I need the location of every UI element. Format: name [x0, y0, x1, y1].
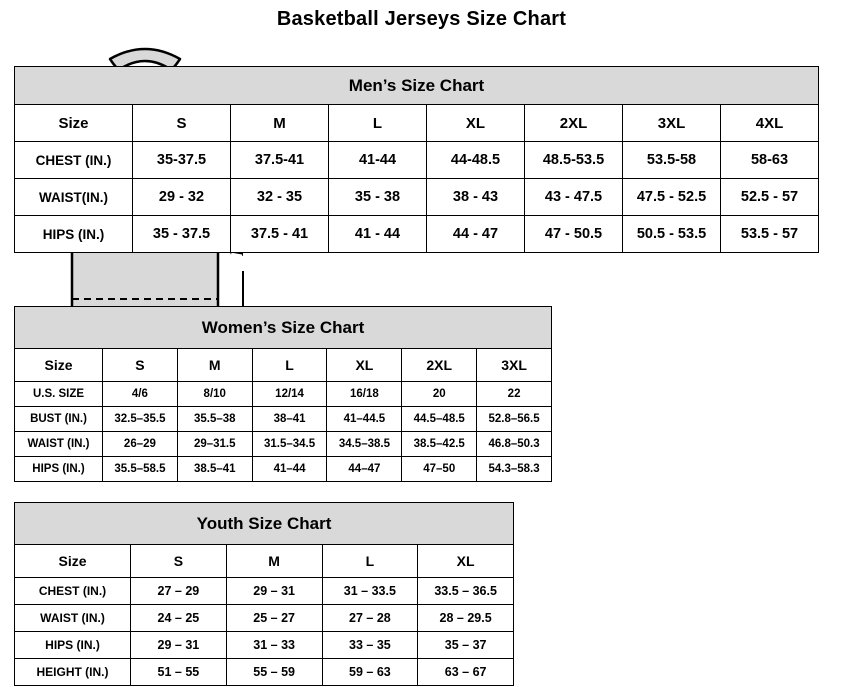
table-row — [15, 578, 514, 605]
table-cell: 20 — [402, 382, 477, 407]
column-header: 2XL — [525, 105, 623, 142]
youth-size-chart-block — [14, 502, 514, 686]
table-cell: 37.5 - 41 — [231, 216, 329, 253]
row-label: HIPS (IN.) — [15, 216, 133, 253]
column-header: L — [322, 545, 418, 578]
row-label: U.S. SIZE — [15, 382, 103, 407]
table-cell: 38.5–41 — [177, 457, 252, 482]
table-cell: 38.5–42.5 — [402, 432, 477, 457]
table-caption-row — [15, 67, 819, 105]
table-cell: 52.5 - 57 — [721, 179, 819, 216]
table-cell: 35.5–58.5 — [103, 457, 178, 482]
womens-size-chart-block — [14, 306, 552, 482]
table-cell: 52.8–56.5 — [477, 407, 552, 432]
table-cell: 12/14 — [252, 382, 327, 407]
table-cell: 44-48.5 — [427, 142, 525, 179]
column-header: XL — [418, 545, 514, 578]
column-header: Size — [15, 545, 131, 578]
table-cell: 28 – 29.5 — [418, 605, 514, 632]
column-header: Size — [15, 105, 133, 142]
column-header: Size — [15, 349, 103, 382]
table-cell: 47 - 50.5 — [525, 216, 623, 253]
table-row — [15, 632, 514, 659]
row-label: BUST (IN.) — [15, 407, 103, 432]
table-cell: 35 - 37.5 — [133, 216, 231, 253]
table-cell: 32.5–35.5 — [103, 407, 178, 432]
table-cell: 29 - 32 — [133, 179, 231, 216]
table-header-row — [15, 545, 514, 578]
row-label: CHEST (IN.) — [15, 142, 133, 179]
table-cell: 35 – 37 — [418, 632, 514, 659]
table-cell: 29 – 31 — [131, 632, 227, 659]
table-row — [15, 407, 552, 432]
table-cell: 41–44.5 — [327, 407, 402, 432]
column-header: L — [252, 349, 327, 382]
table-caption-row — [15, 307, 552, 349]
column-header: L — [329, 105, 427, 142]
table-cell: 33 – 35 — [322, 632, 418, 659]
youth-size-chart-table — [14, 502, 514, 686]
row-label: WAIST (IN.) — [15, 605, 131, 632]
column-header: S — [131, 545, 227, 578]
table-cell: 44.5–48.5 — [402, 407, 477, 432]
column-header: 3XL — [623, 105, 721, 142]
womens-size-chart-table — [14, 306, 552, 482]
table-cell: 35-37.5 — [133, 142, 231, 179]
table-cell: 25 – 27 — [226, 605, 322, 632]
table-cell: 55 – 59 — [226, 659, 322, 686]
table-caption-row — [15, 503, 514, 545]
table-cell: 59 – 63 — [322, 659, 418, 686]
row-label: HIPS (IN.) — [15, 632, 131, 659]
table-cell: 29–31.5 — [177, 432, 252, 457]
table-cell: 29 – 31 — [226, 578, 322, 605]
table-cell: 37.5-41 — [231, 142, 329, 179]
row-label: WAIST(IN.) — [15, 179, 133, 216]
table-cell: 53.5 - 57 — [721, 216, 819, 253]
table-row — [15, 179, 819, 216]
table-cell: 4/6 — [103, 382, 178, 407]
column-header: XL — [327, 349, 402, 382]
table-cell: 46.8–50.3 — [477, 432, 552, 457]
column-header: 4XL — [721, 105, 819, 142]
table-row — [15, 142, 819, 179]
table-cell: 44–47 — [327, 457, 402, 482]
table-header-row — [15, 349, 552, 382]
table-row — [15, 659, 514, 686]
column-header: M — [231, 105, 329, 142]
row-label: HEIGHT (IN.) — [15, 659, 131, 686]
column-header: M — [177, 349, 252, 382]
table-cell: 41-44 — [329, 142, 427, 179]
mens-size-chart-block — [14, 66, 819, 253]
column-header: 2XL — [402, 349, 477, 382]
table-cell: 16/18 — [327, 382, 402, 407]
table-row — [15, 605, 514, 632]
column-header: M — [226, 545, 322, 578]
column-header: XL — [427, 105, 525, 142]
table-row — [15, 432, 552, 457]
mens-size-chart-table — [14, 66, 819, 253]
column-header: S — [103, 349, 178, 382]
table-cell: 26–29 — [103, 432, 178, 457]
table-cell: 27 – 28 — [322, 605, 418, 632]
column-header: 3XL — [477, 349, 552, 382]
table-cell: 31 – 33 — [226, 632, 322, 659]
womens-chart-title: Women’s Size Chart — [15, 307, 552, 349]
youth-chart-title: Youth Size Chart — [15, 503, 514, 545]
table-cell: 8/10 — [177, 382, 252, 407]
table-cell: 33.5 – 36.5 — [418, 578, 514, 605]
table-header-row — [15, 105, 819, 142]
table-cell: 44 - 47 — [427, 216, 525, 253]
table-cell: 41–44 — [252, 457, 327, 482]
table-cell: 35.5–38 — [177, 407, 252, 432]
table-cell: 32 - 35 — [231, 179, 329, 216]
mens-chart-title: Men’s Size Chart — [15, 67, 819, 105]
table-cell: 35 - 38 — [329, 179, 427, 216]
table-cell: 34.5–38.5 — [327, 432, 402, 457]
table-cell: 38–41 — [252, 407, 327, 432]
table-cell: 58-63 — [721, 142, 819, 179]
table-cell: 31 – 33.5 — [322, 578, 418, 605]
table-cell: 47–50 — [402, 457, 477, 482]
table-cell: 51 – 55 — [131, 659, 227, 686]
table-row — [15, 457, 552, 482]
table-cell: 53.5-58 — [623, 142, 721, 179]
table-cell: 48.5-53.5 — [525, 142, 623, 179]
table-cell: 54.3–58.3 — [477, 457, 552, 482]
table-row — [15, 216, 819, 253]
table-cell: 24 – 25 — [131, 605, 227, 632]
table-cell: 47.5 - 52.5 — [623, 179, 721, 216]
table-cell: 43 - 47.5 — [525, 179, 623, 216]
table-row — [15, 382, 552, 407]
row-label: HIPS (IN.) — [15, 457, 103, 482]
table-cell: 41 - 44 — [329, 216, 427, 253]
table-cell: 22 — [477, 382, 552, 407]
table-cell: 38 - 43 — [427, 179, 525, 216]
row-label: CHEST (IN.) — [15, 578, 131, 605]
table-cell: 27 – 29 — [131, 578, 227, 605]
table-cell: 50.5 - 53.5 — [623, 216, 721, 253]
column-header: S — [133, 105, 231, 142]
page-title: Basketball Jerseys Size Chart — [276, 8, 567, 30]
table-cell: 63 – 67 — [418, 659, 514, 686]
table-cell: 31.5–34.5 — [252, 432, 327, 457]
row-label: WAIST (IN.) — [15, 432, 103, 457]
